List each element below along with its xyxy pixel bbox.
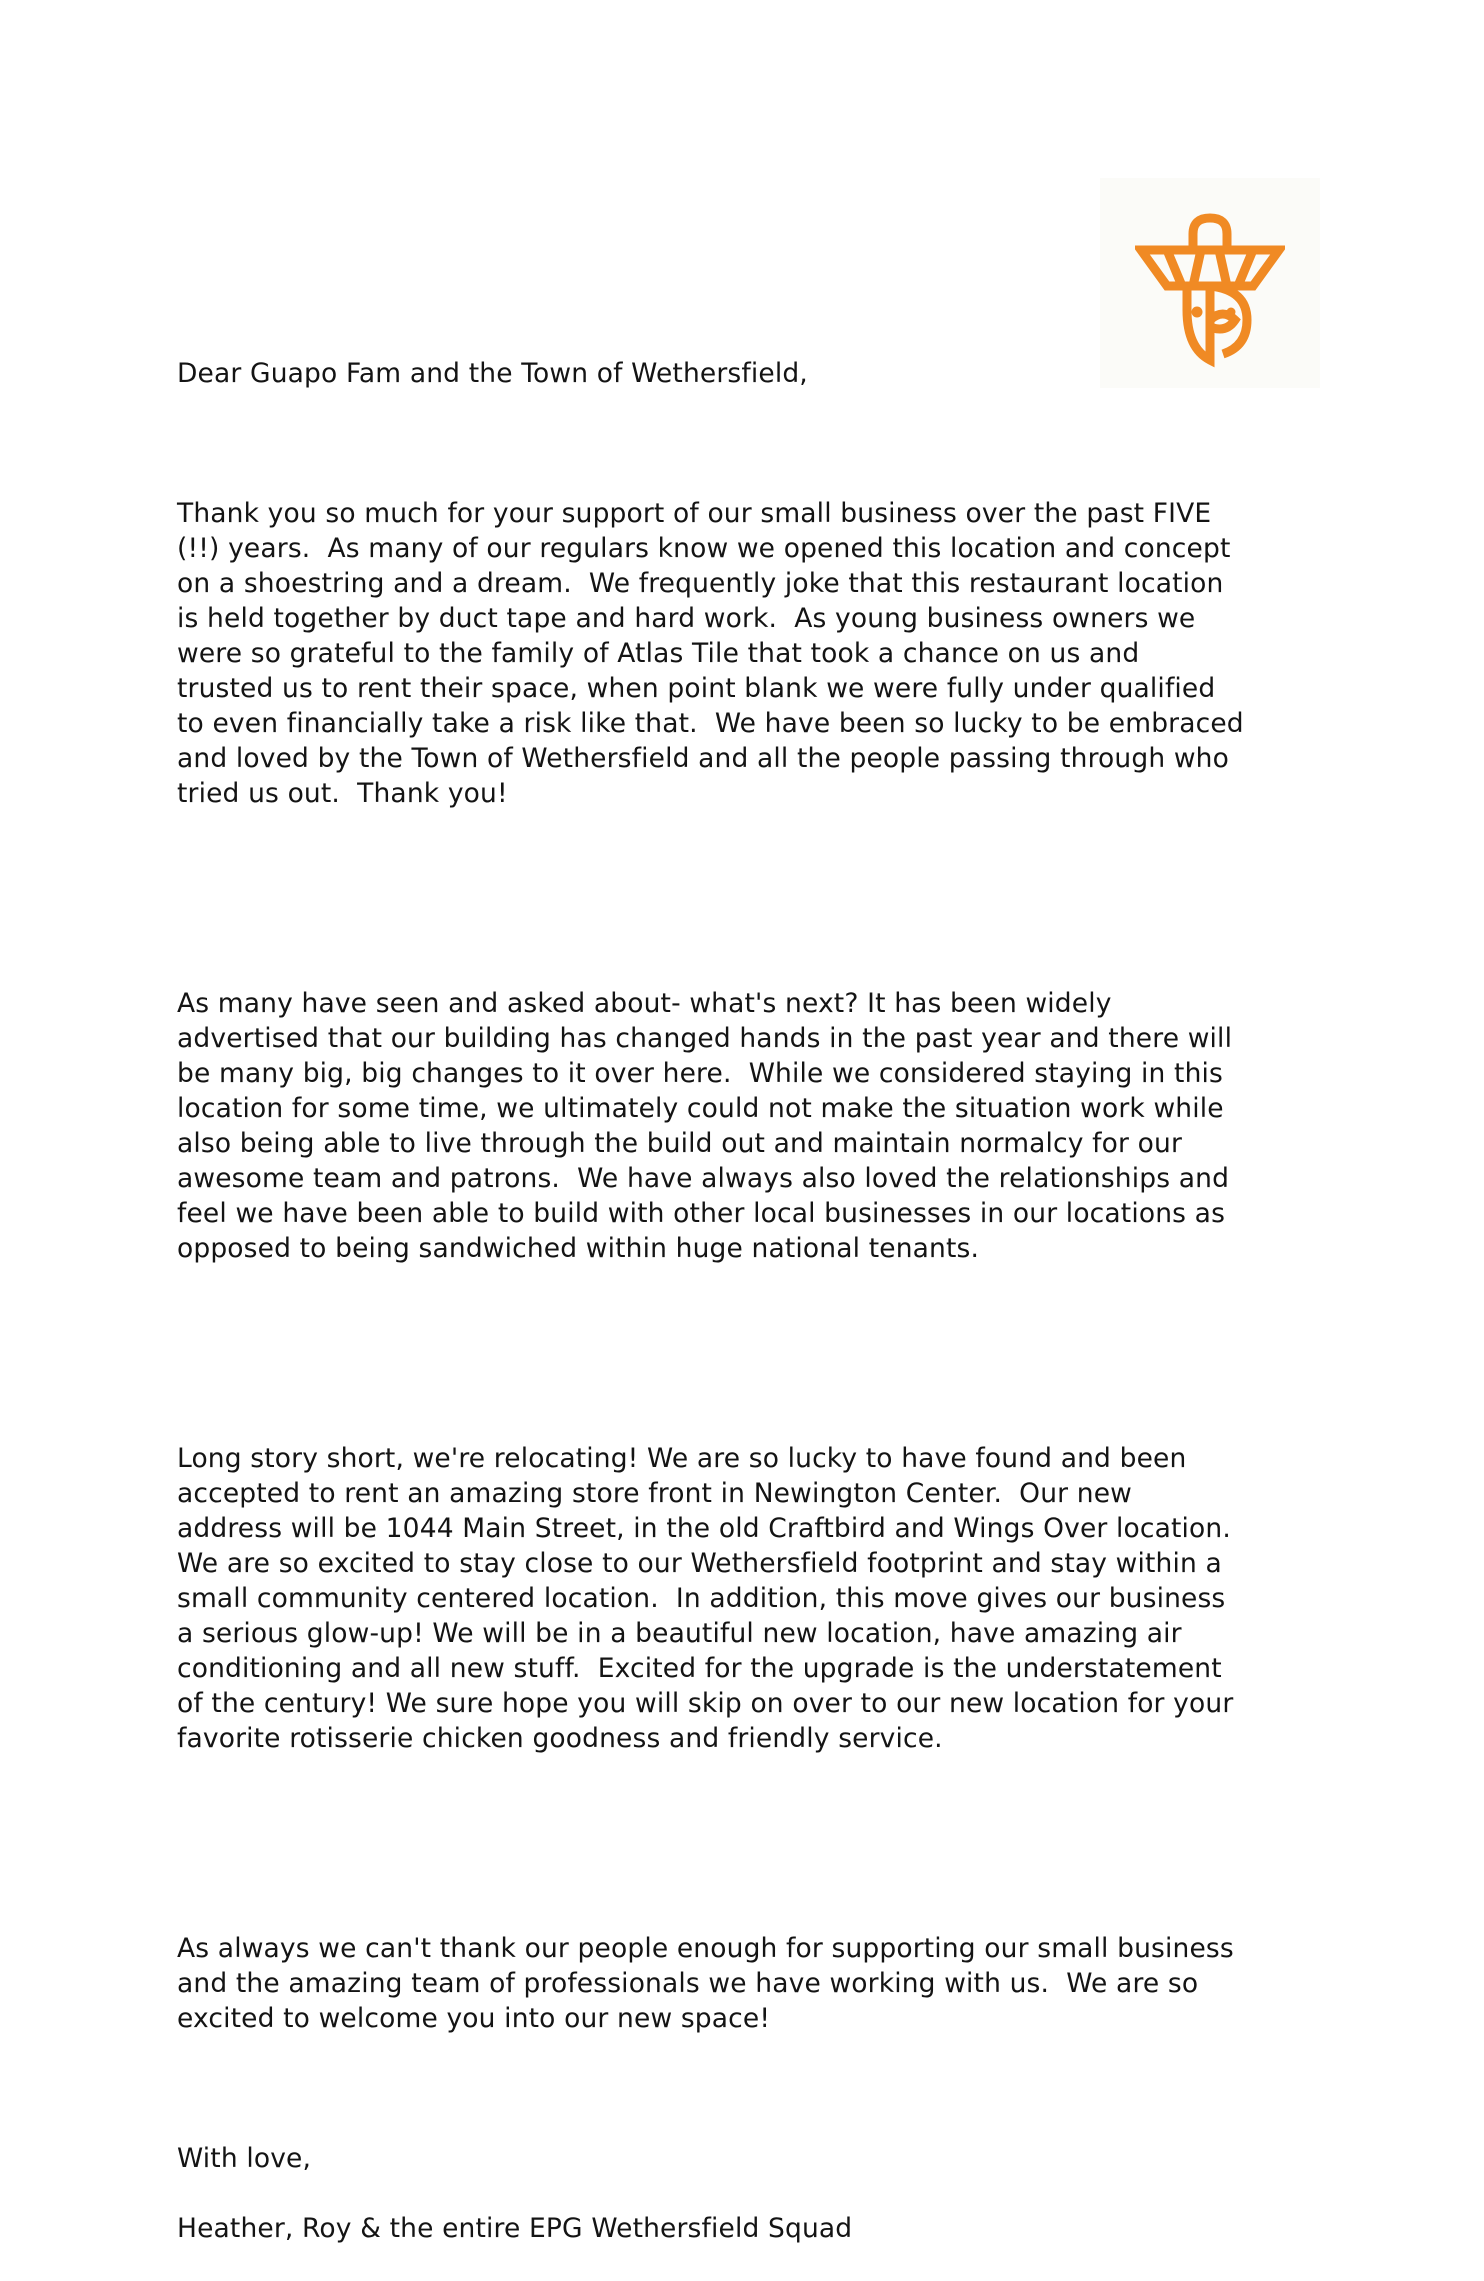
paragraph-line: be many big, big changes to it over here. While we considered staying in this (177, 1058, 1223, 1089)
paragraph-thank-you (177, 426, 1342, 881)
paragraph-line: tried us out. Thank you! (177, 778, 508, 809)
closing-text: With love, (177, 2143, 312, 2174)
paragraph-line: Long story short, we're relocating! We are so lucky to have found and been (177, 1443, 1187, 1474)
paragraph-line: and the amazing team of professionals we have working with us. We are so (177, 1968, 1199, 1999)
paragraph-line: location for some time, we ultimately could not make the situation work while (177, 1093, 1224, 1124)
sombrero-mustache-icon (1135, 208, 1285, 368)
paragraph-line: Thank you so much for your support of our small business over the past FIVE (177, 498, 1212, 529)
paragraph-line: favorite rotisserie chicken goodness and friendly service. (177, 1723, 943, 1754)
paragraph-line: excited to welcome you into our new space! (177, 2003, 771, 2034)
paragraph-line: of the century! We sure hope you will skip on over to our new location for your (177, 1688, 1234, 1719)
paragraph-line: As many have seen and asked about- what's next? It has been widely (177, 988, 1112, 1019)
salutation (177, 356, 1342, 391)
paragraph-line: We are so excited to stay close to our Wethersfield footprint and stay within a (177, 1548, 1222, 1579)
paragraph-line: As always we can't thank our people enough for supporting our small business (177, 1933, 1234, 1964)
paragraph-line: (!!) years. As many of our regulars know we opened this location and concept (177, 533, 1231, 564)
closing (177, 2141, 1342, 2176)
paragraph-line: were so grateful to the family of Atlas Tile that took a chance on us and (177, 638, 1140, 669)
signature (177, 2211, 1342, 2246)
paragraph-line: address will be 1044 Main Street, in the old Craftbird and Wings Over location. (177, 1513, 1231, 1544)
signature-text: Heather, Roy & the entire EPG Wethersfield Squad (177, 2213, 853, 2244)
paragraph-line: awesome team and patrons. We have always also loved the relationships and (177, 1163, 1230, 1194)
paragraph-relocating (177, 1371, 1342, 1826)
paragraph-line: to even financially take a risk like that. We have been so lucky to be embraced (177, 708, 1244, 739)
salutation-text: Dear Guapo Fam and the Town of Wethersfield, (177, 358, 808, 389)
paragraph-whats-next (177, 916, 1342, 1336)
paragraph-line: accepted to rent an amazing store front in Newington Center. Our new (177, 1478, 1132, 1509)
paragraph-line: is held together by duct tape and hard work. As young business owners we (177, 603, 1196, 634)
paragraph-line: conditioning and all new stuff. Excited for the upgrade is the understatement (177, 1653, 1222, 1684)
paragraph-line: trusted us to rent their space, when point blank we were fully under qualified (177, 673, 1216, 704)
paragraph-line: on a shoestring and a dream. We frequently joke that this restaurant location (177, 568, 1224, 599)
paragraph-line: a serious glow-up! We will be in a beautiful new location, have amazing air (177, 1618, 1182, 1649)
paragraph-line: small community centered location. In addition, this move gives our business (177, 1583, 1226, 1614)
paragraph-line: and loved by the Town of Wethersfield and all the people passing through who (177, 743, 1229, 774)
letter-body (177, 356, 1342, 2281)
paragraph-line: feel we have been able to build with other local businesses in our locations as (177, 1198, 1226, 1229)
paragraph-line: advertised that our building has changed hands in the past year and there will (177, 1023, 1233, 1054)
paragraph-thanks-team (177, 1861, 1342, 2106)
paragraph-line: also being able to live through the build out and maintain normalcy for our (177, 1128, 1182, 1159)
paragraph-line: opposed to being sandwiched within huge national tenants. (177, 1233, 980, 1264)
